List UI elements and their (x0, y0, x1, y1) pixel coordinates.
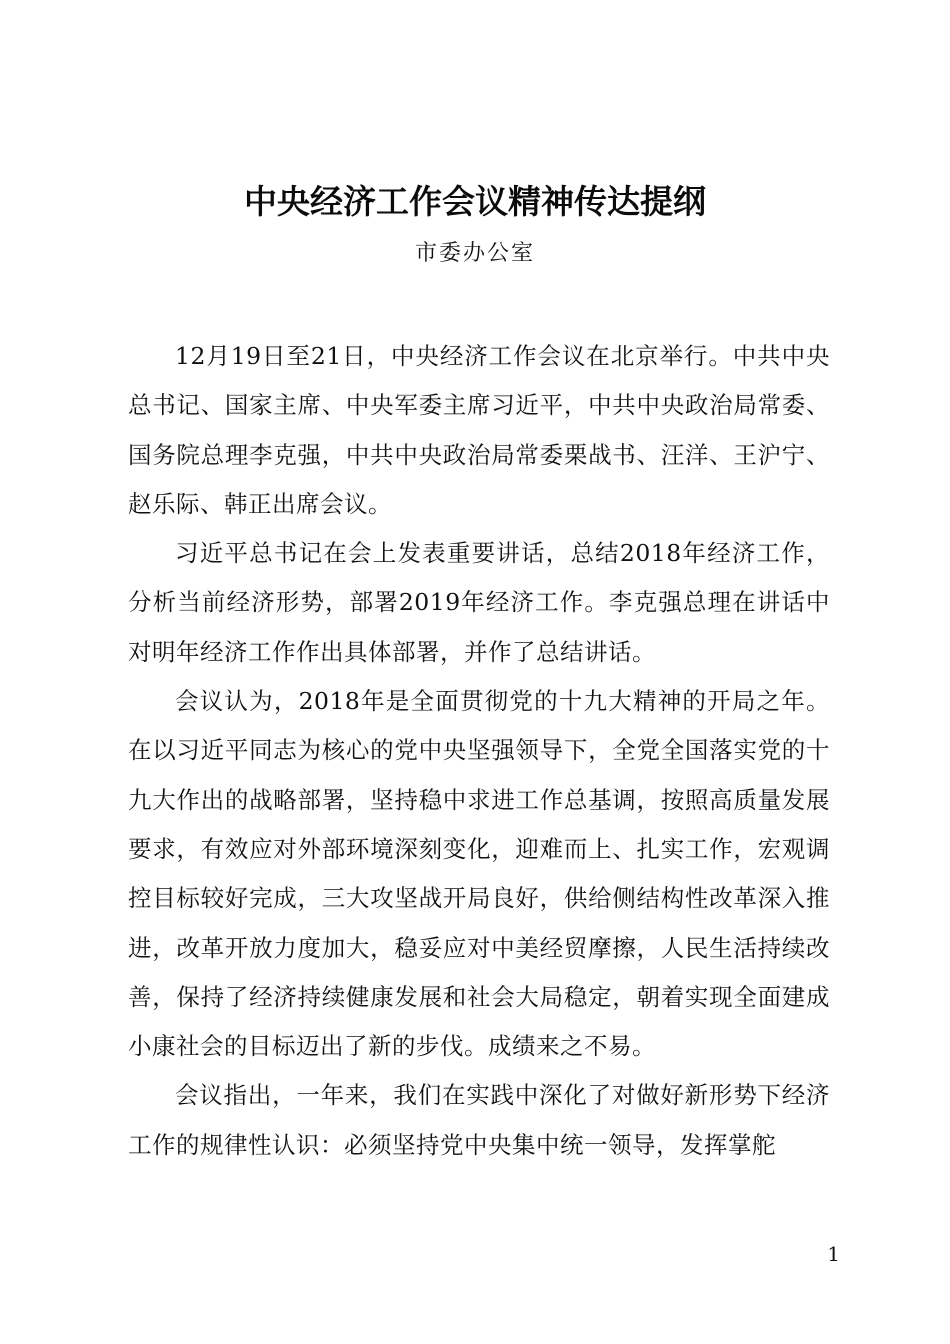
page-number: 1 (827, 1242, 840, 1266)
paragraph-2: 习近平总书记在会上发表重要讲话，总结2018年经济工作，分析当前经济形势，部署2019年经济工作。李克强总理在讲话中对明年经济工作作出具体部署，并作了总结讲话。 (128, 539, 830, 666)
paragraph-3: 会议认为，2018年是全面贯彻党的十九大精神的开局之年。在以习近平同志为核心的党中央坚强领导下，全党全国落实党的十九大作出的战略部署，坚持稳中求进工作总基调，按照高质量发展要求，有效应对外部环境深刻变化，迎难而上、扎实工作，宏观调控目标较好完成，三大攻坚战开局良好，供给侧结构性改革深入推进，改革开放力度加大，稳妥应对中美经贸摩擦，人民生活持续改善，保持了经济持续健康发展和社会大局稳定，朝着实现全面建成小康社会的目标迈出了新的步伐。成绩来之不易。 (128, 687, 830, 1061)
document-title: 中央经济工作会议精神传达提纲 (244, 182, 706, 221)
paragraph-1: 12月19日至21日，中央经济工作会议在北京举行。中共中央总书记、国家主席、中央军委主席习近平，中共中央政治局常委、国务院总理李克强，中共中央政治局常委栗战书、汪洋、王沪宁、赵乐际、韩正出席会议。 (128, 342, 830, 518)
document-body (128, 332, 830, 1170)
document-subtitle: 市委办公室 (414, 241, 535, 266)
paragraph-4: 会议指出，一年来，我们在实践中深化了对做好新形势下经济工作的规律性认识：必须坚持党中央集中统一领导，发挥掌舵 (128, 1081, 830, 1159)
